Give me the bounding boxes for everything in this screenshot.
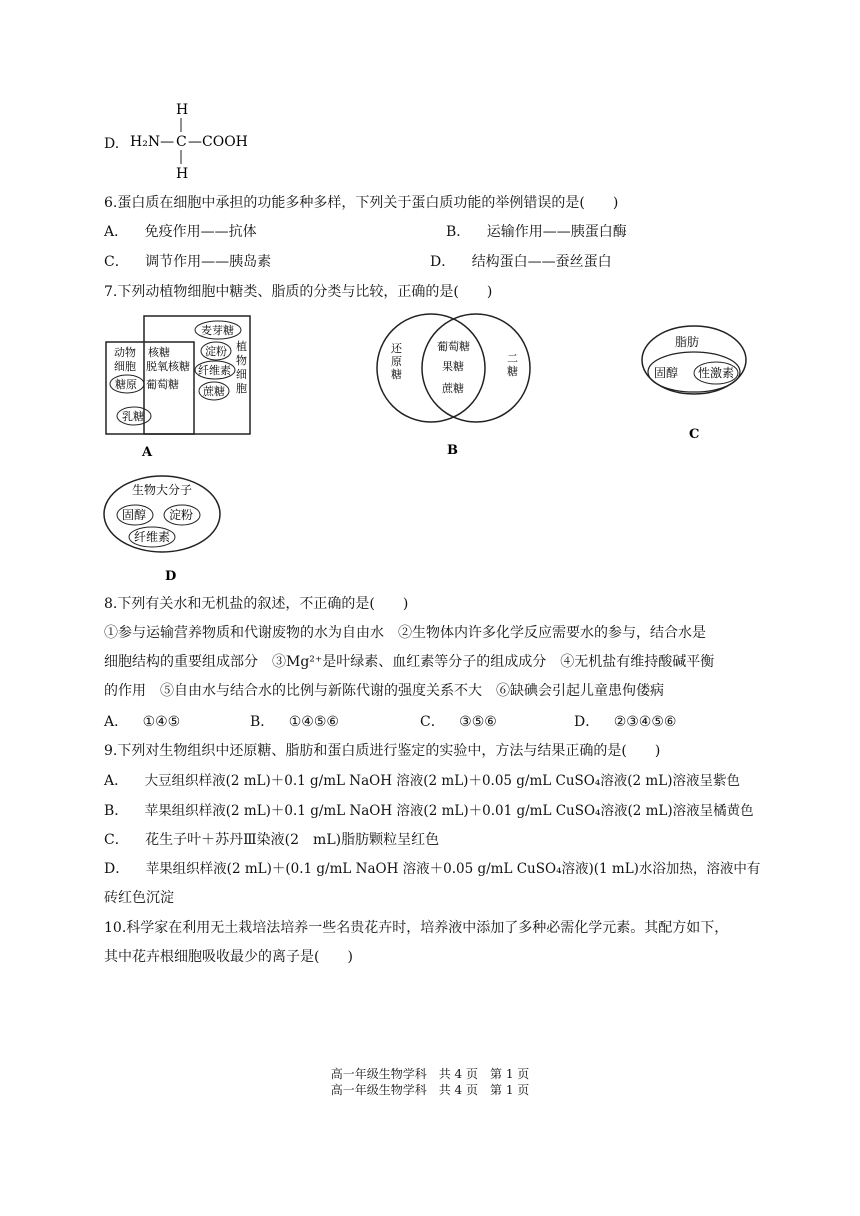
fig-b-caption: B bbox=[447, 443, 458, 458]
fig-b-fructose: 果糖 bbox=[442, 360, 464, 373]
option-text: ①④⑤⑥ bbox=[288, 714, 339, 730]
fig-a-cellulose: 纤维素 bbox=[198, 364, 231, 377]
option-label: D． bbox=[104, 861, 130, 877]
amino-structure-formula bbox=[126, 98, 266, 184]
fig-b-left-3: 糖 bbox=[391, 368, 402, 381]
option-label: D． bbox=[574, 714, 600, 730]
q9-option-d bbox=[104, 859, 760, 879]
fig-a-maltose: 麦芽糖 bbox=[201, 324, 234, 337]
fig-a-glycogen: 糖原 bbox=[115, 378, 137, 391]
option-text: ①④⑤ bbox=[142, 714, 181, 730]
fig-a-plant-4: 胞 bbox=[236, 382, 247, 395]
fig-c-sex-hormone: 性激素 bbox=[698, 366, 735, 380]
question-8-stem: 8.下列有关水和无机盐的叙述，不正确的是( ) bbox=[104, 596, 409, 612]
fig-a-glucose: 葡萄糖 bbox=[146, 378, 179, 391]
q8-body-line-3: 的作用 ⑤自由水与结合水的比例与新陈代谢的强度关系不大 ⑥缺碘会引起儿童患佝偻病 bbox=[104, 683, 664, 699]
figure-a-venn bbox=[100, 310, 260, 460]
option-label: B． bbox=[446, 224, 471, 240]
option-label: D. bbox=[104, 136, 120, 152]
fig-d-cellulose: 纤维素 bbox=[134, 530, 171, 544]
question-9-stem: 9.下列对生物组织中还原糖、脂肪和蛋白质进行鉴定的实验中，方法与结果正确的是( ) bbox=[104, 743, 661, 759]
fig-a-plant-2: 物 bbox=[236, 354, 247, 367]
fig-b-left-2: 原 bbox=[391, 355, 402, 368]
q6-option-c bbox=[104, 252, 271, 272]
option-label: D． bbox=[430, 254, 456, 270]
option-text: 免疫作用——抗体 bbox=[144, 224, 257, 240]
page-footer-2: 高一年级生物学科 共 4 页 第 1 页 bbox=[330, 1083, 530, 1097]
option-label: A． bbox=[104, 224, 129, 240]
option-text: 苹果组织样液(2 mL)＋(0.1 g/mL NaOH 溶液＋0.05 g/mL CuSO₄溶液)(1 mL)水浴加热，溶液中有 bbox=[145, 861, 761, 877]
fig-d-macromolecule: 生物大分子 bbox=[132, 483, 193, 497]
page-footer-1: 高一年级生物学科 共 4 页 第 1 页 bbox=[330, 1067, 530, 1081]
option-label: B． bbox=[104, 803, 129, 819]
option-text: 花生子叶＋苏丹Ⅲ染液(2 mL)脂肪颗粒呈红色 bbox=[145, 832, 440, 848]
option-label: B． bbox=[250, 714, 275, 730]
fig-d-starch: 淀粉 bbox=[169, 508, 194, 522]
question-10-line-2: 其中花卉根细胞吸收最少的离子是( ) bbox=[104, 949, 353, 965]
fig-a-lactose: 乳糖 bbox=[122, 410, 144, 423]
formula-h-top: H bbox=[176, 102, 189, 118]
formula-left: H₂N— bbox=[130, 134, 175, 150]
formula-h-bottom: H bbox=[176, 166, 189, 182]
option-label: A． bbox=[104, 773, 129, 789]
q8-option-d bbox=[574, 712, 676, 732]
fig-a-caption: A bbox=[142, 445, 153, 460]
question-6-stem: 6.蛋白质在细胞中承担的功能多种多样，下列关于蛋白质功能的举例错误的是( ) bbox=[104, 195, 619, 211]
fig-c-sterol: 固醇 bbox=[654, 366, 679, 380]
q8-body-line-1: ①参与运输营养物质和代谢废物的水为自由水 ②生物体内许多化学反应需要水的参与，结合水是 bbox=[104, 625, 706, 641]
q6-option-d bbox=[430, 252, 612, 272]
figure-c-venn bbox=[638, 322, 758, 446]
fig-b-right-2: 糖 bbox=[507, 365, 518, 378]
fig-a-plant-1: 植 bbox=[236, 340, 247, 353]
fig-b-sucrose: 蔗糖 bbox=[442, 382, 464, 395]
fig-a-ribose: 核糖 bbox=[148, 346, 170, 359]
q8-option-a bbox=[104, 712, 180, 732]
fig-a-animal-2: 细胞 bbox=[114, 360, 136, 373]
fig-a-plant-3: 细 bbox=[236, 368, 247, 381]
q9-option-b bbox=[104, 801, 754, 821]
figure-d-venn bbox=[100, 472, 230, 588]
question-10-line-1: 10.科学家在利用无土栽培法培养一些名贵花卉时，培养液中添加了多种必需化学元素。其配方如下， bbox=[104, 920, 729, 936]
fig-b-left-1: 还 bbox=[391, 342, 402, 355]
figure-b-venn bbox=[376, 308, 536, 458]
q9-option-a bbox=[104, 771, 740, 791]
option-text: 运输作用——胰蛋白酶 bbox=[486, 224, 627, 240]
option-text: 苹果组织样液(2 mL)＋0.1 g/mL NaOH 溶液(2 mL)＋0.01 g/mL CuSO₄溶液(2 mL)溶液呈橘黄色 bbox=[144, 803, 754, 819]
fig-c-caption: C bbox=[689, 427, 700, 442]
formula-c: C bbox=[176, 134, 187, 150]
q6-option-b bbox=[446, 222, 627, 242]
formula-right: —COOH bbox=[188, 134, 248, 150]
q9-option-c bbox=[104, 830, 439, 850]
option-text: ③⑤⑥ bbox=[459, 714, 497, 730]
fig-b-right-1: 二 bbox=[507, 352, 518, 365]
question-7-stem: 7.下列动植物细胞中糖类、脂质的分类与比较，正确的是( ) bbox=[104, 284, 493, 300]
q6-option-a bbox=[104, 222, 257, 242]
fig-a-deoxyribose: 脱氧核糖 bbox=[146, 360, 190, 373]
fig-d-caption: D bbox=[165, 569, 177, 584]
fig-c-fat: 脂肪 bbox=[675, 335, 700, 349]
option-label: C． bbox=[104, 254, 129, 270]
option-text: 调节作用——胰岛素 bbox=[145, 254, 272, 270]
option-text: ②③④⑤⑥ bbox=[613, 714, 677, 730]
fig-d-sterol: 固醇 bbox=[122, 508, 147, 522]
q8-option-c bbox=[420, 712, 497, 732]
fig-a-sucrose: 蔗糖 bbox=[203, 385, 225, 398]
option-label: C． bbox=[420, 714, 445, 730]
fig-a-starch: 淀粉 bbox=[205, 345, 227, 358]
q8-option-b bbox=[250, 712, 339, 732]
option-label: C． bbox=[104, 832, 129, 848]
option-text: 结构蛋白——蚕丝蛋白 bbox=[471, 254, 612, 270]
fig-a-animal-1: 动物 bbox=[114, 346, 136, 359]
q9-option-d-continuation: 砖红色沉淀 bbox=[104, 890, 174, 906]
fig-b-glucose: 葡萄糖 bbox=[437, 340, 470, 353]
option-label: A． bbox=[104, 714, 129, 730]
option-text: 大豆组织样液(2 mL)＋0.1 g/mL NaOH 溶液(2 mL)＋0.05 g/mL CuSO₄溶液(2 mL)溶液呈紫色 bbox=[144, 773, 740, 789]
q8-body-line-2: 细胞结构的重要组成部分 ③Mg²⁺是叶绿素、血红素等分子的组成成分 ④无机盐有维持酸碱平衡 bbox=[104, 654, 715, 670]
